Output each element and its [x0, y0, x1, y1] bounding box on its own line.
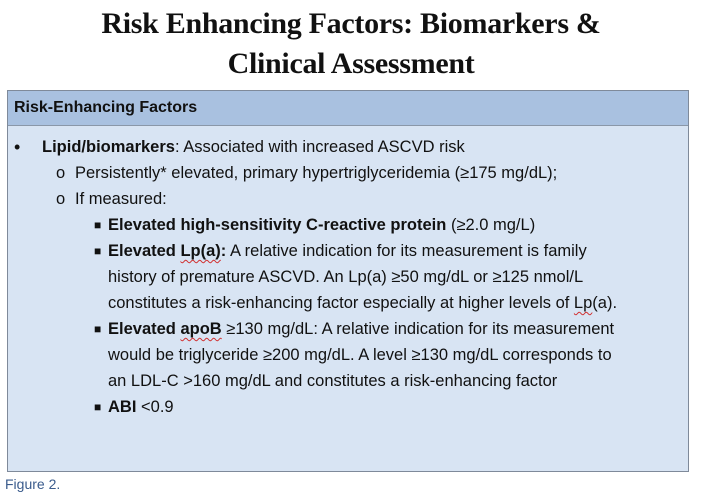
abi-label: ABI: [108, 398, 137, 416]
apob-label-b: apoB: [180, 320, 222, 338]
lipid-text: : Associated with increased ASCVD risk: [174, 138, 465, 156]
lpa-label-a: Elevated: [108, 242, 181, 260]
lpa-text-3c: (a).: [592, 294, 618, 312]
apob-line-3: [8, 368, 688, 394]
apob-text-2: would be triglyceride ≥200 mg/dL. A level ≥130 mg/dL corresponds to: [108, 346, 612, 364]
apob-line-2: [8, 342, 688, 368]
apob-label-a: Elevated: [108, 320, 181, 338]
triglycerides-text: Persistently* elevated, primary hypertriglyceridemia (≥175 mg/dL);: [75, 164, 558, 182]
square-bullet-icon: ■: [94, 218, 102, 232]
apob-text-3: an LDL-C >160 mg/dL and constitutes a risk-enhancing factor: [108, 372, 558, 390]
circle-bullet-icon: o: [56, 164, 66, 182]
list-item-crp: [8, 212, 688, 238]
abi-text: <0.9: [136, 398, 174, 416]
list-item-lipid: [8, 134, 688, 160]
table-body: [8, 126, 688, 420]
crp-label: Elevated high-sensitivity C-reactive protein: [108, 216, 447, 234]
square-bullet-icon: ■: [94, 400, 102, 414]
square-bullet-icon: ■: [94, 244, 102, 258]
lpa-text-3b: Lp: [573, 294, 593, 312]
table-header: Risk-Enhancing Factors: [8, 91, 688, 126]
lpa-line-2: [8, 264, 688, 290]
square-bullet-icon: ■: [94, 322, 102, 336]
slide-title: [0, 4, 702, 84]
lpa-text-1: A relative indication for its measurement is family: [226, 242, 587, 260]
list-item-lpa: [8, 238, 688, 264]
apob-text-1: ≥130 mg/dL: A relative indication for its measurement: [221, 320, 615, 338]
lipid-label: Lipid/biomarkers: [42, 138, 175, 156]
lpa-label-c: :: [220, 242, 227, 260]
apob-label: [108, 320, 222, 338]
list-item-abi: [8, 394, 688, 420]
bullet-icon: •: [14, 137, 21, 157]
risk-factors-table: [7, 90, 689, 472]
title-line-1: Risk Enhancing Factors: Biomarkers &: [101, 7, 601, 40]
lpa-text-3a: constitutes a risk-enhancing factor especially at higher levels of: [108, 294, 574, 312]
list-item-triglycerides: [8, 160, 688, 186]
crp-text: (≥2.0 mg/L): [446, 216, 536, 234]
if-measured-text: If measured:: [75, 190, 167, 208]
list-item-apob: [8, 316, 688, 342]
list-item-if-measured: [8, 186, 688, 212]
lpa-line-3: [8, 290, 688, 316]
lpa-text-2: history of premature ASCVD. An Lp(a) ≥50 mg/dL or ≥125 nmol/L: [108, 268, 584, 286]
figure-caption: Figure 2.: [5, 476, 61, 492]
circle-bullet-icon: o: [56, 190, 66, 208]
lpa-label: [108, 242, 226, 260]
lpa-label-b: Lp(a): [180, 242, 221, 260]
title-line-2: Clinical Assessment: [227, 47, 475, 80]
